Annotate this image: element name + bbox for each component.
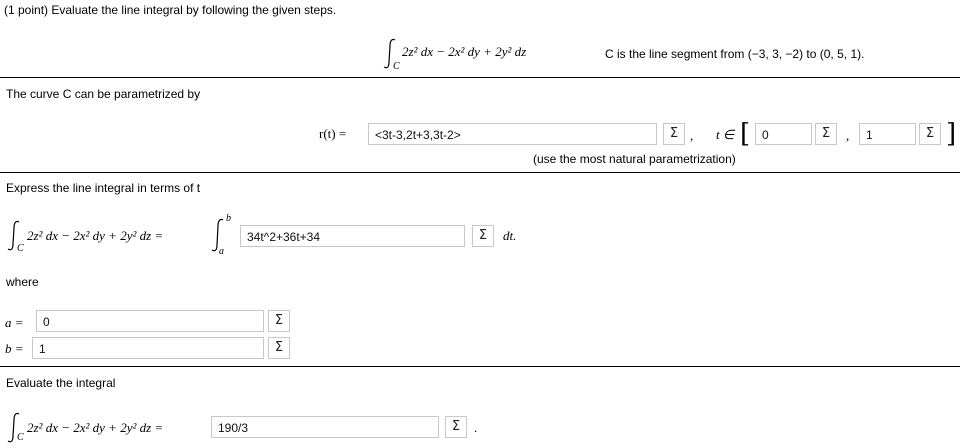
left-bracket: [	[740, 119, 751, 149]
problem-integral-expression: 2z² dx − 2x² dy + 2y² dz	[402, 44, 527, 59]
a-sigma-icon[interactable]: Σ	[268, 310, 290, 332]
integrand-sigma-icon[interactable]: Σ	[472, 225, 494, 247]
a-label: a =	[5, 315, 24, 330]
interval-comma: ,	[846, 128, 850, 143]
where-label: where	[6, 275, 39, 289]
final-answer-sigma-icon[interactable]: Σ	[445, 416, 467, 438]
t-in-label: t ∈	[716, 127, 735, 142]
divider	[0, 366, 960, 367]
step3-integral-subscript: C	[17, 432, 24, 443]
parametrization-hint: (use the most natural parametrization)	[533, 152, 736, 166]
final-period: .	[474, 420, 478, 435]
t-end-sigma-icon[interactable]: Σ	[919, 123, 941, 145]
step2-label: Express the line integral in terms of t	[6, 181, 201, 195]
b-label: b =	[5, 341, 24, 356]
curve-description: C is the line segment from (−3, 3, −2) to (0, 5, 1).	[605, 47, 865, 61]
upper-limit: b	[226, 213, 231, 224]
lower-limit: a	[219, 246, 224, 257]
r-of-t-input[interactable]: <3t-3,2t+3,3t-2>	[368, 123, 657, 145]
step2-integral-expression: 2z² dx − 2x² dy + 2y² dz =	[27, 228, 164, 243]
right-bracket: ]	[946, 119, 957, 149]
step1-label: The curve C can be parametrized by	[6, 87, 201, 101]
step2-integral-subscript: C	[17, 243, 24, 254]
b-sigma-icon[interactable]: Σ	[268, 337, 290, 359]
step3-label: Evaluate the integral	[6, 376, 116, 390]
r-of-t-sigma-icon[interactable]: Σ	[663, 123, 685, 145]
t-end-input[interactable]: 1	[859, 123, 916, 145]
integrand-input[interactable]: 34t^2+36t+34	[240, 225, 465, 247]
dt-label: dt.	[503, 228, 517, 243]
divider	[0, 77, 960, 78]
step3-integral-expression: 2z² dx − 2x² dy + 2y² dz =	[27, 420, 164, 435]
a-input[interactable]: 0	[36, 310, 264, 332]
t-start-input[interactable]: 0	[755, 123, 812, 145]
b-input[interactable]: 1	[32, 337, 264, 359]
final-answer-input[interactable]: 190/3	[211, 416, 439, 438]
t-start-sigma-icon[interactable]: Σ	[815, 123, 837, 145]
comma-separator: ,	[690, 128, 694, 143]
r-of-t-label: r(t) =	[319, 126, 347, 141]
problem-integral-subscript: C	[393, 61, 400, 72]
problem-header: (1 point) Evaluate the line integral by following the given steps.	[4, 3, 337, 17]
divider	[0, 172, 960, 173]
